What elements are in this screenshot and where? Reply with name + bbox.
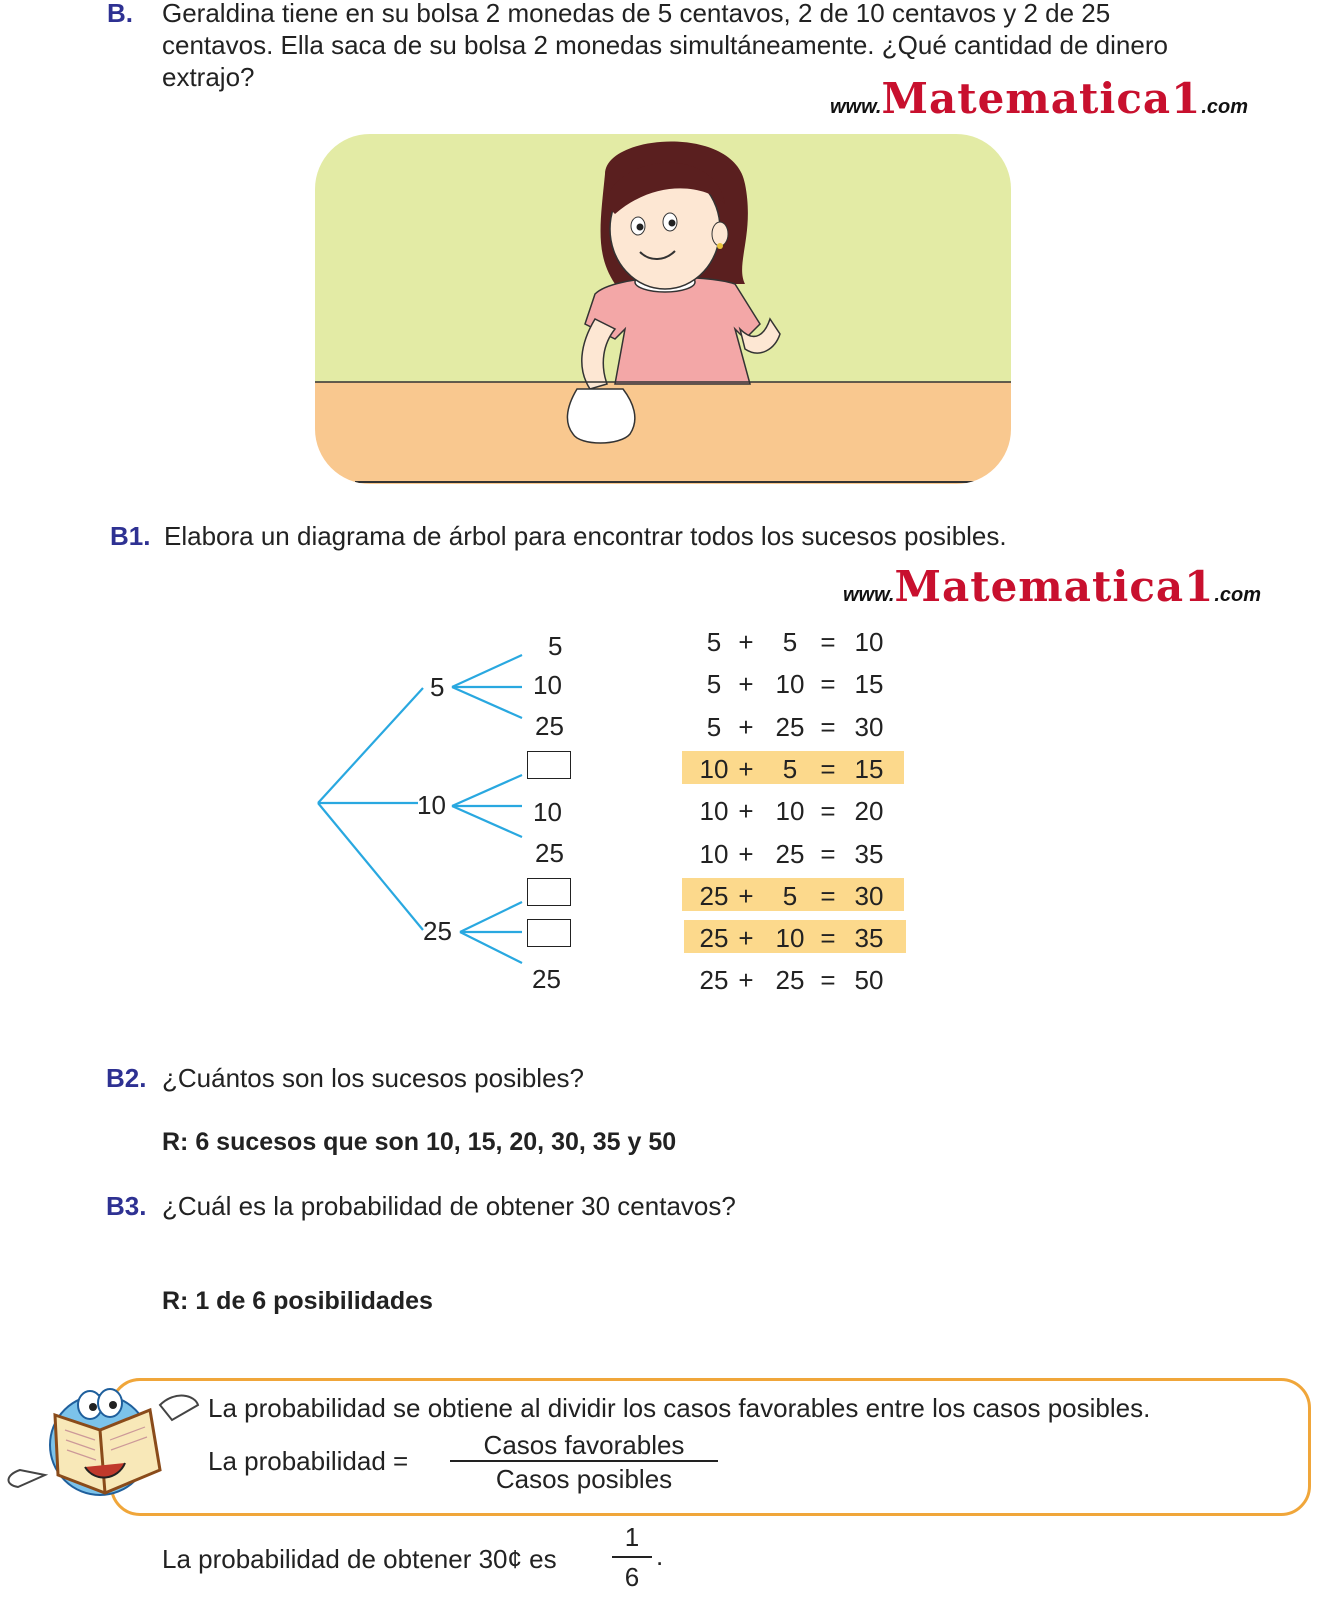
section-b3-label: B3.: [106, 1191, 147, 1221]
sum-equals: =: [820, 881, 836, 911]
tree-leaf: 25: [535, 711, 564, 741]
sum-operator: +: [738, 923, 754, 953]
sum-addend: 5: [782, 754, 798, 784]
conclusion-denominator: 6: [624, 1562, 640, 1592]
conclusion-text: La probabilidad de obtener 30¢ es: [162, 1544, 557, 1574]
tree-leaf: 5: [548, 631, 563, 661]
sum-operator: +: [738, 839, 754, 869]
sum-result: 20: [854, 796, 884, 826]
sum-equals: =: [820, 712, 836, 742]
sum-result: 35: [854, 839, 884, 869]
sum-addend: 5: [782, 881, 798, 911]
conclusion-numerator: 1: [624, 1522, 640, 1552]
watermark-suffix: .com: [1214, 584, 1262, 606]
fraction-bar: [450, 1460, 718, 1462]
section-b2-label: B2.: [106, 1063, 147, 1093]
sum-result: 50: [854, 965, 884, 995]
sum-equals: =: [820, 796, 836, 826]
section-b3-question: ¿Cuál es la probabilidad de obtener 30 centavos?: [162, 1191, 736, 1221]
sum-equals: =: [820, 839, 836, 869]
sum-operator: +: [738, 669, 754, 699]
question-line: extrajo?: [162, 62, 255, 92]
section-b2-question: ¿Cuántos son los sucesos posibles?: [162, 1063, 585, 1093]
sum-operator: +: [738, 796, 754, 826]
sum-addend: 25: [699, 965, 729, 995]
sum-equals: =: [820, 965, 836, 995]
sum-addend: 10: [775, 923, 805, 953]
watermark-prefix: www.: [830, 96, 882, 118]
watermark-brand: Matematica1: [894, 562, 1215, 611]
sum-result: 15: [854, 754, 884, 784]
tree-leaf: 10: [533, 670, 562, 700]
fraction-bar: [612, 1556, 652, 1558]
book-mascot-icon: [0, 1375, 205, 1515]
formula-denominator: Casos posibles: [495, 1464, 673, 1494]
tree-leaf: 25: [532, 964, 561, 994]
sum-equals: =: [820, 627, 836, 657]
sum-addend: 10: [699, 754, 729, 784]
formula-numerator: Casos favorables: [483, 1430, 685, 1460]
sum-addend: 25: [775, 839, 805, 869]
sum-equals: =: [820, 669, 836, 699]
sum-addend: 5: [706, 712, 722, 742]
sum-addend: 10: [775, 669, 805, 699]
empty-answer-box: [527, 878, 571, 906]
sum-operator: +: [738, 881, 754, 911]
sum-result: 35: [854, 923, 884, 953]
sum-operator: +: [738, 965, 754, 995]
watermark-prefix: www.: [843, 584, 895, 606]
sum-addend: 25: [775, 965, 805, 995]
sum-result: 30: [854, 881, 884, 911]
section-b3-answer: R: 1 de 6 posibilidades: [162, 1287, 433, 1315]
tree-node-first: 25: [423, 916, 452, 946]
empty-answer-box: [527, 919, 571, 947]
question-line: Geraldina tiene en su bolsa 2 monedas de 5 centavos, 2 de 10 centavos y 2 de 25: [162, 0, 1111, 28]
question-line: centavos. Ella saca de su bolsa 2 monedas simultáneamente. ¿Qué cantidad de dinero: [162, 30, 1168, 60]
sum-equals: =: [820, 923, 836, 953]
tree-leaf: 10: [533, 797, 562, 827]
empty-answer-box: [527, 751, 571, 779]
sum-result: 10: [854, 627, 884, 657]
sum-addend: 10: [699, 839, 729, 869]
sum-addend: 10: [775, 796, 805, 826]
formula-label: La probabilidad =: [208, 1446, 409, 1476]
sum-result: 15: [854, 669, 884, 699]
conclusion-period: .: [656, 1541, 664, 1571]
sum-addend: 25: [775, 712, 805, 742]
section-b-label: B.: [107, 0, 133, 28]
sum-addend: 5: [706, 627, 722, 657]
watermark-brand: Matematica1: [881, 74, 1202, 123]
watermark-suffix: .com: [1201, 96, 1249, 118]
note-line: La probabilidad se obtiene al dividir los casos favorables entre los casos posibles.: [208, 1393, 1151, 1423]
sum-addend: 25: [699, 881, 729, 911]
sum-addend: 5: [706, 669, 722, 699]
sum-equals: =: [820, 754, 836, 784]
tree-node-first: 5: [430, 672, 445, 702]
section-b1-label: B1.: [110, 521, 151, 551]
sum-operator: +: [738, 627, 754, 657]
tree-leaf: 25: [535, 838, 564, 868]
sum-result: 30: [854, 712, 884, 742]
section-b2-answer: R: 6 sucesos que son 10, 15, 20, 30, 35 y 50: [162, 1128, 677, 1156]
section-b1-question: Elabora un diagrama de árbol para encontrar todos los sucesos posibles.: [164, 521, 1007, 551]
sum-operator: +: [738, 712, 754, 742]
tree-node-first: 10: [417, 790, 446, 820]
sum-addend: 10: [699, 796, 729, 826]
sum-addend: 25: [699, 923, 729, 953]
sum-addend: 5: [782, 627, 798, 657]
sum-operator: +: [738, 754, 754, 784]
